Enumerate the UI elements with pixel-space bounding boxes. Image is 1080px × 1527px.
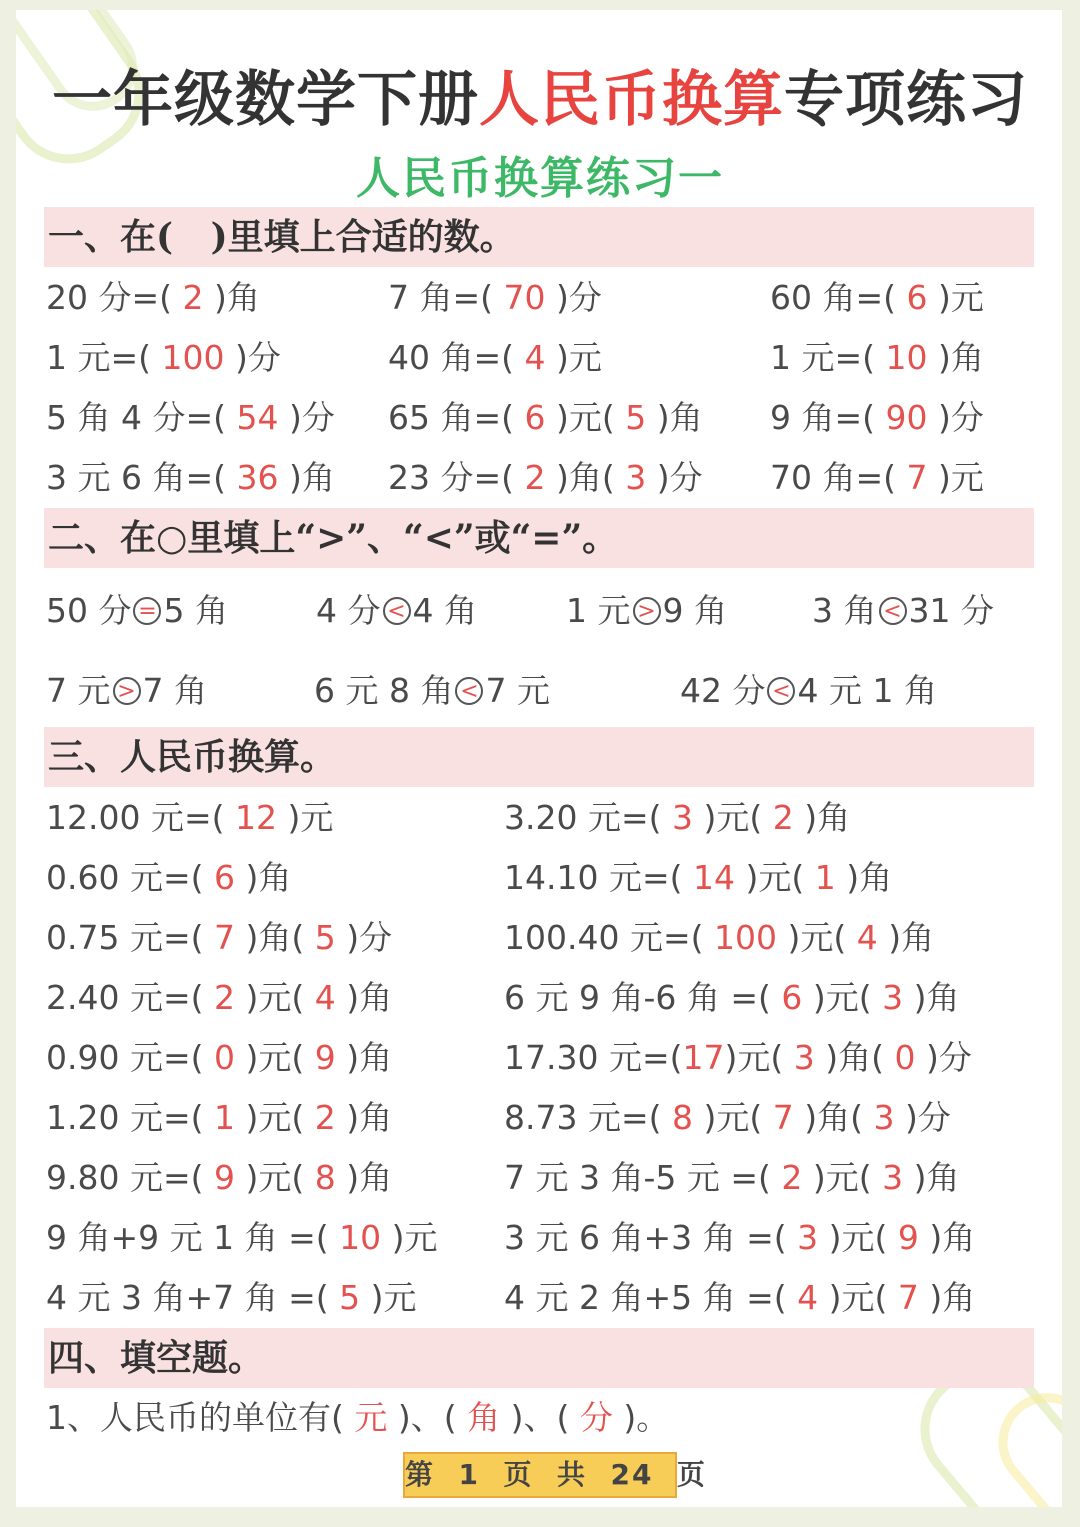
problem-text: 0.75 元=( [46, 918, 204, 957]
problem-text: )元 [391, 1218, 438, 1257]
problem-text: )角 [214, 278, 260, 317]
problem-text: )角 [346, 1158, 393, 1197]
problem-text: )角 [913, 978, 960, 1017]
answer-value: 4 [786, 1278, 829, 1317]
conversion-item [504, 1098, 951, 1138]
answer-value: 7 [896, 458, 938, 497]
answer-value: 0 [883, 1038, 926, 1077]
section-3-heading: 三、人民币换算。 [48, 736, 337, 778]
problem-text: )角( [556, 458, 615, 497]
compare-left: 7 元 [46, 671, 111, 710]
problem-text: )角( [825, 1038, 884, 1077]
compare-left: 6 元 8 角 [314, 671, 454, 710]
title-highlight: 人民币换算 [479, 65, 784, 135]
compare-left: 42 分 [680, 671, 766, 710]
problem-text: 2.40 元=( [46, 978, 204, 1017]
problem-text: 8.73 元=( [504, 1098, 662, 1137]
answer-value: 10 [875, 338, 938, 377]
problem-text: 9.80 元=( [46, 1158, 204, 1197]
problem-text: )分 [288, 398, 335, 437]
conversion-item [46, 1278, 416, 1318]
problem-text: )元( [745, 858, 805, 897]
problem-text: )元( [245, 1038, 305, 1077]
answer-value: 5 [614, 398, 657, 437]
problem-text: )角 [346, 1038, 393, 1077]
problem-text: )角 [929, 1278, 976, 1317]
problem-text: 7 角=( [388, 278, 494, 317]
problem-text: 5 角 4 分=( [46, 398, 226, 437]
page-number-badge: 第 1 页 共 24 页 [403, 1452, 677, 1498]
fill-blank-item [770, 278, 984, 318]
fill-blank-item [770, 458, 984, 498]
problem-text: )分 [925, 1038, 972, 1077]
answer-value: 2 [770, 1158, 813, 1197]
answer-value: 6 [203, 858, 246, 897]
comparison-circle: < [383, 597, 411, 625]
problem-text: )元 [938, 278, 984, 317]
compare-right: 5 角 [163, 591, 228, 630]
problem-text: )元( [828, 1278, 888, 1317]
conversion-item [504, 798, 850, 838]
answer-value: 3 [614, 458, 657, 497]
answer-value: 2 [172, 278, 214, 317]
answer-value: 3 [661, 798, 704, 837]
problem-text: )角( [245, 918, 305, 957]
conversion-item [504, 1158, 959, 1198]
problem-text: 9 角+9 元 1 角 =( [46, 1218, 329, 1257]
problem-text: )元( [724, 1038, 784, 1077]
compare-right: 9 角 [662, 591, 727, 630]
problem-text: 100.40 元=( [504, 918, 704, 957]
compare-item [566, 591, 727, 631]
problem-text: )分 [346, 918, 393, 957]
fill-blank-item [46, 278, 260, 318]
page-subtitle: 人民币换算练习一 [356, 153, 724, 204]
fill-blank-item [388, 458, 703, 498]
answer-value: 2 [762, 798, 805, 837]
conversion-item [46, 798, 333, 838]
problem-text: 7 元 3 角-5 元 =( [504, 1158, 771, 1197]
answer-value: 9 [304, 1038, 347, 1077]
answer-value: 元 [343, 1398, 398, 1437]
conversion-item [46, 1098, 392, 1138]
answer-value: 6 [896, 278, 938, 317]
compare-item [680, 671, 937, 711]
comparison-circle: < [879, 597, 907, 625]
answer-value: 1 [804, 858, 847, 897]
problem-text: )角( [804, 1098, 863, 1137]
compare-item [812, 591, 994, 631]
compare-right: 4 元 1 角 [797, 671, 937, 710]
problem-text: )、( [397, 1398, 457, 1437]
conversion-item [504, 1218, 975, 1258]
problem-text: )元( [703, 798, 763, 837]
problem-text: 1 元=( [46, 338, 152, 377]
conversion-item [46, 858, 291, 898]
answer-value: 9 [203, 1158, 246, 1197]
conversion-item [46, 978, 392, 1018]
compare-right: 7 元 [485, 671, 550, 710]
problem-text: )角 [346, 1098, 393, 1137]
fill-blank-item [388, 338, 602, 378]
problem-text: )角 [888, 918, 935, 957]
problem-text: 9 角=( [770, 398, 876, 437]
fill-blank-item [770, 338, 984, 378]
problem-text: )元( [812, 978, 872, 1017]
conversion-item [504, 918, 934, 958]
conversion-item [46, 918, 392, 958]
compare-item [316, 591, 477, 631]
answer-value: 100 [151, 338, 235, 377]
fill-blank-item [388, 278, 602, 318]
problem-text: )角 [288, 458, 335, 497]
answer-value: 4 [514, 338, 556, 377]
problem-text: 65 角=( [388, 398, 515, 437]
problem-text: )角 [846, 858, 893, 897]
problem-text: 23 分=( [388, 458, 515, 497]
problem-text: 14.10 元=( [504, 858, 683, 897]
problem-text: )元( [556, 398, 615, 437]
problem-text: 3 元 6 角=( [46, 458, 226, 497]
problem-text: 0.90 元=( [46, 1038, 204, 1077]
problem-text: )角 [938, 338, 984, 377]
problem-text: 6 元 9 角-6 角 =( [504, 978, 771, 1017]
fill-blank-item [770, 398, 984, 438]
answer-value: 10 [328, 1218, 392, 1257]
problem-text: )角 [346, 978, 393, 1017]
conversion-item [504, 858, 892, 898]
comparison-circle: < [455, 677, 483, 705]
answer-value: 7 [887, 1278, 930, 1317]
problem-text: 0.60 元=( [46, 858, 204, 897]
problem-text: 17.30 元=( [504, 1038, 683, 1077]
compare-left: 1 元 [566, 591, 631, 630]
problem-text: )分 [904, 1098, 951, 1137]
problem-text: 1、人民币的单位有( [46, 1398, 344, 1437]
problem-text: )元( [245, 978, 305, 1017]
compare-item [314, 671, 550, 711]
problem-text: 1 元=( [770, 338, 876, 377]
problem-text: )元 [370, 1278, 417, 1317]
page-title [0, 52, 1080, 138]
conversion-item [46, 1218, 437, 1258]
answer-value: 4 [304, 978, 347, 1017]
compare-right: 4 角 [412, 591, 477, 630]
answer-value: 3 [871, 1158, 914, 1197]
problem-text: )角 [656, 398, 703, 437]
compare-left: 3 角 [812, 591, 877, 630]
answer-value: 3 [862, 1098, 905, 1137]
conversion-item [504, 1278, 975, 1318]
problem-text: )分 [234, 338, 281, 377]
problem-text: 1.20 元=( [46, 1098, 204, 1137]
comparison-circle: < [767, 677, 795, 705]
problem-text: )元 [287, 798, 334, 837]
title-part-1: 一年级数学下册 [52, 65, 479, 135]
answer-value: 5 [328, 1278, 371, 1317]
section-2-heading: 二、在○里填上“>”、“<”或“=”。 [48, 517, 619, 559]
answer-value: 17 [682, 1038, 725, 1077]
answer-value: 角 [456, 1398, 511, 1437]
problem-text: )元( [828, 1218, 888, 1257]
answer-value: 5 [304, 918, 347, 957]
problem-text: )。 [623, 1398, 670, 1437]
compare-left: 50 分 [46, 591, 132, 630]
problem-text: )元( [245, 1098, 305, 1137]
answer-value: 100 [703, 918, 788, 957]
problem-text: 3 元 6 角+3 角 =( [504, 1218, 787, 1257]
problem-text: 12.00 元=( [46, 798, 225, 837]
problem-text: )分 [556, 278, 602, 317]
fill-in-question [46, 1398, 669, 1438]
problem-text: )角 [913, 1158, 960, 1197]
conversion-item [504, 1038, 972, 1078]
problem-text: 60 角=( [770, 278, 897, 317]
answer-value: 4 [846, 918, 889, 957]
answer-value: 36 [226, 458, 289, 497]
problem-text: )元( [812, 1158, 872, 1197]
problem-text: 70 角=( [770, 458, 897, 497]
problem-text: )元 [938, 458, 984, 497]
fill-blank-item [46, 458, 335, 498]
problem-text: )角 [245, 858, 292, 897]
conversion-item [46, 1038, 392, 1078]
compare-right: 31 分 [908, 591, 994, 630]
answer-value: 1 [203, 1098, 246, 1137]
problem-text: )元 [556, 338, 602, 377]
answer-value: 6 [514, 398, 556, 437]
conversion-item [504, 978, 959, 1018]
answer-value: 6 [770, 978, 813, 1017]
problem-text: )元( [787, 918, 847, 957]
section-4-heading: 四、填空题。 [48, 1337, 265, 1379]
title-part-2: 专项练习 [784, 65, 1028, 135]
answer-value: 7 [762, 1098, 805, 1137]
answer-value: 0 [203, 1038, 246, 1077]
answer-value: 90 [875, 398, 938, 437]
answer-value: 8 [304, 1158, 347, 1197]
answer-value: 70 [493, 278, 556, 317]
answer-value: 7 [203, 918, 246, 957]
answer-value: 9 [887, 1218, 930, 1257]
compare-item [46, 671, 207, 711]
answer-value: 8 [661, 1098, 704, 1137]
problem-text: )分 [938, 398, 984, 437]
answer-value: 2 [203, 978, 246, 1017]
comparison-circle: > [113, 677, 141, 705]
problem-text: 4 元 2 角+5 角 =( [504, 1278, 787, 1317]
comparison-circle: = [133, 597, 161, 625]
comparison-circle: > [633, 597, 661, 625]
problem-text: 20 分=( [46, 278, 173, 317]
answer-value: 3 [871, 978, 914, 1017]
problem-text: )角 [929, 1218, 976, 1257]
fill-blank-item [46, 398, 335, 438]
answer-value: 2 [304, 1098, 347, 1137]
compare-left: 4 分 [316, 591, 381, 630]
answer-value: 3 [783, 1038, 826, 1077]
answer-value: 2 [514, 458, 556, 497]
answer-value: 12 [224, 798, 288, 837]
problem-text: 4 元 3 角+7 角 =( [46, 1278, 329, 1317]
fill-blank-item [388, 398, 703, 438]
problem-text: 3.20 元=( [504, 798, 662, 837]
problem-text: )元( [703, 1098, 763, 1137]
compare-right: 7 角 [142, 671, 207, 710]
answer-value: 54 [226, 398, 289, 437]
answer-value: 3 [786, 1218, 829, 1257]
answer-value: 14 [682, 858, 746, 897]
problem-text: )角 [804, 798, 851, 837]
conversion-item [46, 1158, 392, 1198]
answer-value: 分 [569, 1398, 624, 1437]
problem-text: )、( [510, 1398, 570, 1437]
section-1-heading: 一、在( )里填上合适的数。 [48, 216, 516, 258]
problem-text: 40 角=( [388, 338, 515, 377]
problem-text: )元( [245, 1158, 305, 1197]
compare-item [46, 591, 228, 631]
fill-blank-item [46, 338, 281, 378]
problem-text: )分 [656, 458, 703, 497]
